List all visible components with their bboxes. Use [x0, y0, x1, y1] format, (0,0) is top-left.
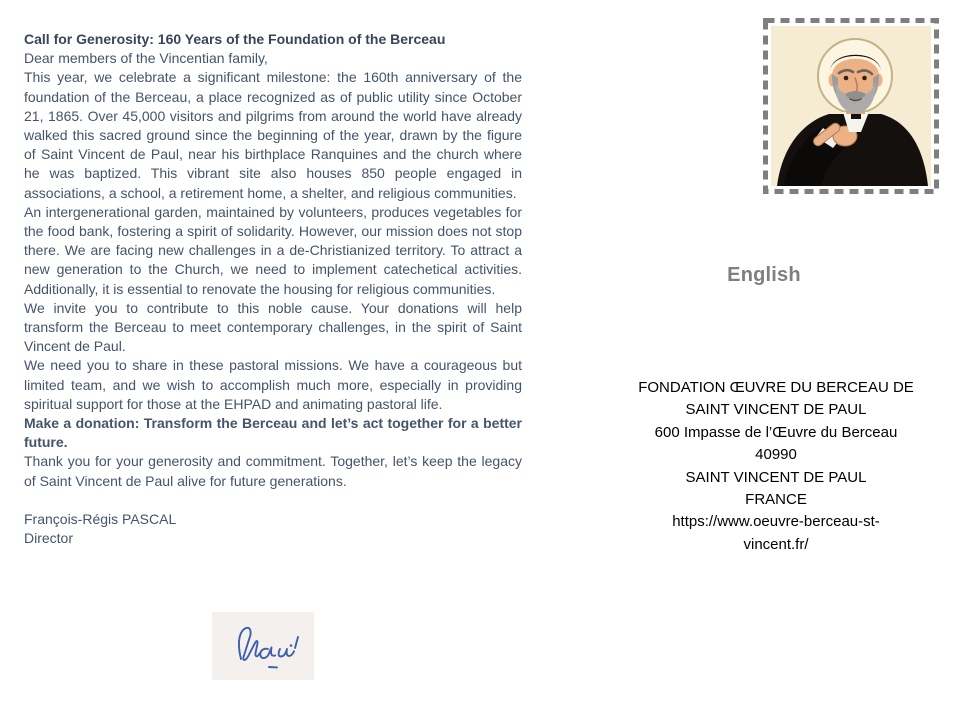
signer-title: Director [24, 530, 74, 547]
website-url-line: https://www.oeuvre-berceau-st- [672, 513, 880, 531]
letter-paragraph: This year, we celebrate a significant milestone: the 160th anniversary of the foundation of the Berceau, a place recognized as of public utility since October 21, 1865. Over 45,000 visitors and pilgrims from around the world have already walked this sacred ground since the beginning of the year, drawn by the figure of Saint Vincent de Paul, near his birthplace Ranquines and the church where he was baptized. This vibrant site also houses 850 people engaged in associations, a school, a retirement home, a shelter, and religious communities. [24, 69, 522, 201]
letter-paragraph: An intergenerational garden, maintained by volunteers, produces vegetables for the food bank, fostering a spirit of solidarity. However, our mission does not stop there. We are facing new challenges in a de-Christianized territory. To attract a new generation to the Church, we need to implement catechetical activities. Additionally, it is essential to renovate the housing for religious communities. [24, 203, 522, 297]
letter-paragraph: We need you to share in these pastoral missions. We have a courageous but limited team, and we wish to accomplish much more, especially in providing spiritual support for those at the EHPAD and animating pastoral life. [24, 357, 522, 412]
letter-paragraph: We invite you to contribute to this noble cause. Your donations will help transform the Berceau to meet contemporary challenges, in the spirit of Saint Vincent de Paul. [24, 299, 522, 355]
portrait-frame [763, 18, 939, 194]
address-line: FRANCE [745, 491, 807, 509]
website-url-line: vincent.fr/ [743, 535, 809, 553]
saint-vincent-de-paul-portrait-icon [763, 18, 939, 194]
address-line: 40990 [755, 446, 797, 464]
letter-body [24, 30, 522, 548]
address-line: 600 Impasse de l’Œuvre du Berceau [654, 423, 898, 441]
donation-call-paragraph: Make a donation: Transform the Berceau and let’s act together for a better future. [24, 415, 522, 451]
letter-salutation: Dear members of the Vincentian family, [24, 50, 268, 67]
closing-paragraph: Thank you for your generosity and commitment. Together, let’s keep the legacy of Saint Vincent de Paul alive for future generations. [24, 453, 522, 489]
address-line: SAINT VINCENT DE PAUL [685, 468, 867, 486]
signature-image [212, 612, 314, 680]
address-line: FONDATION ŒUVRE DU BERCEAU DE [638, 379, 914, 396]
signer-name: François-Régis PASCAL [24, 511, 177, 528]
letter-title: Call for Generosity: 160 Years of the Foundation of the Berceau [24, 31, 446, 47]
handwritten-signature-icon [212, 612, 314, 680]
address-line: SAINT VINCENT DE PAUL [685, 401, 867, 419]
language-label: English [727, 264, 801, 286]
signer-block [24, 510, 522, 548]
foundation-address-block [615, 377, 937, 556]
